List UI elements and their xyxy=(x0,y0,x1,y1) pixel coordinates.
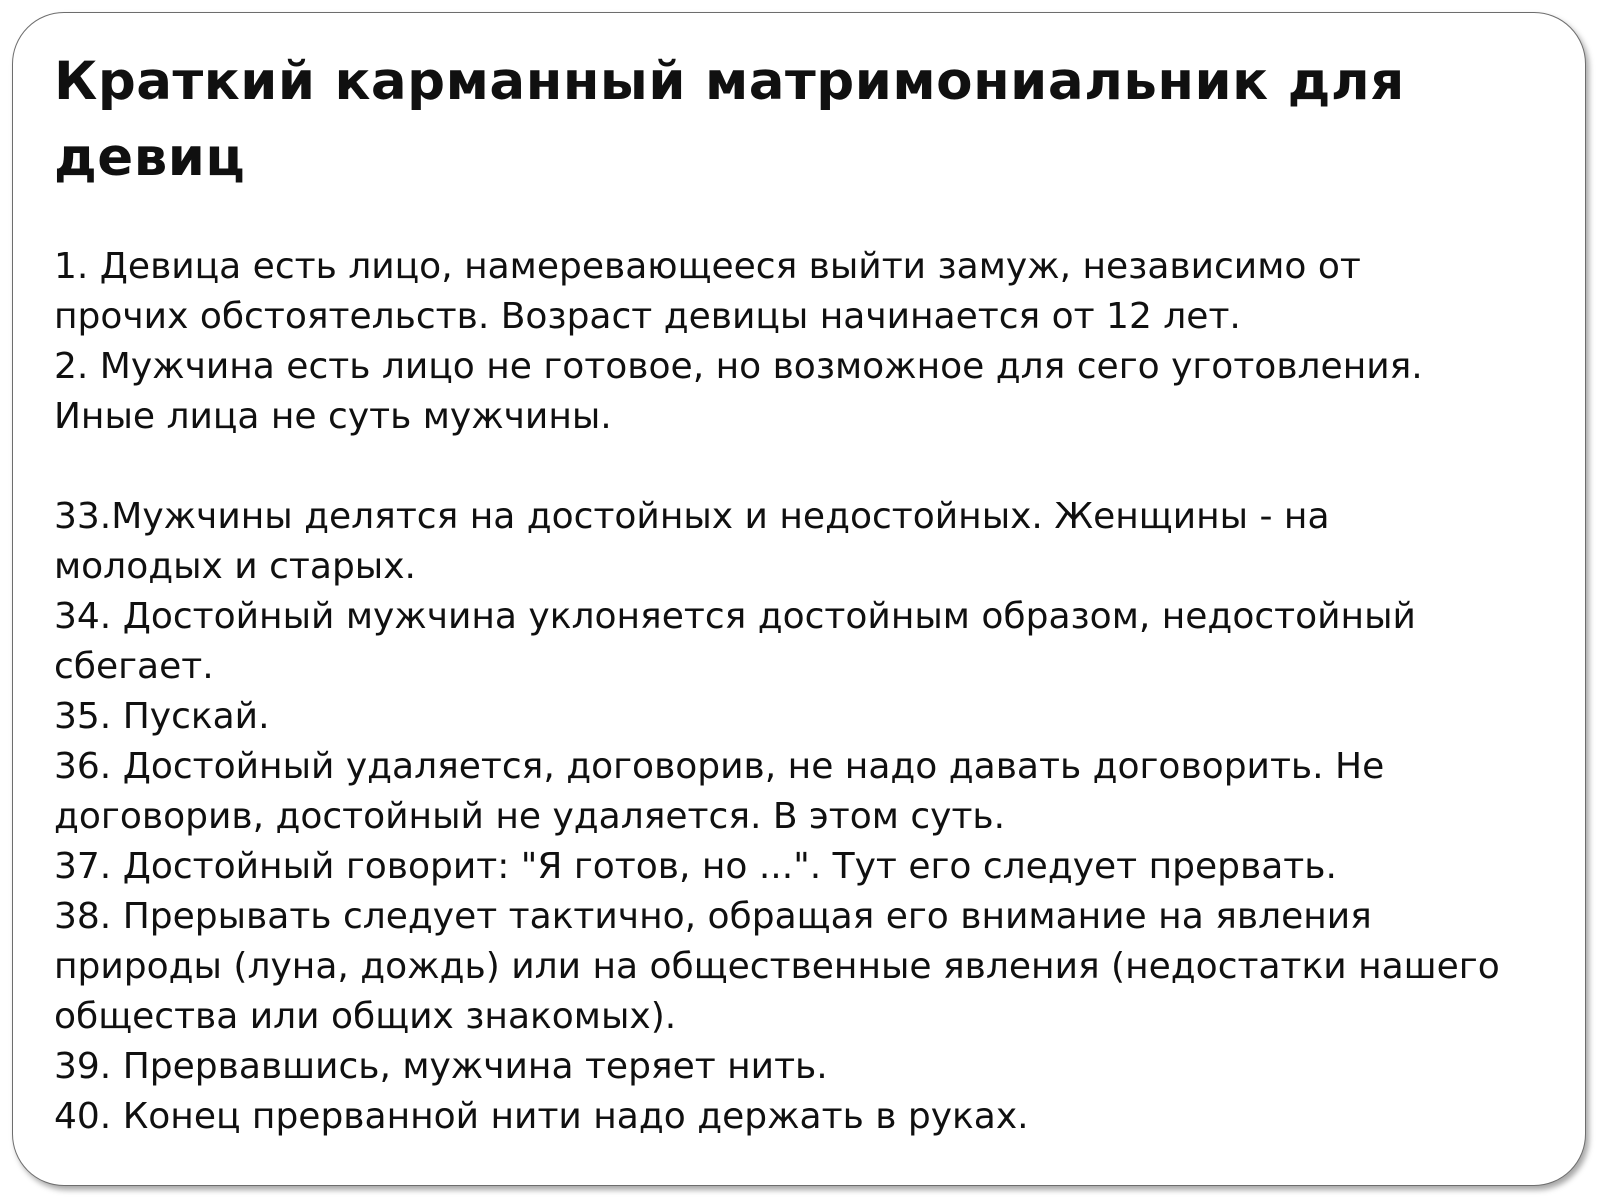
slide-body xyxy=(54,242,1504,1142)
paragraph-gap xyxy=(54,442,1504,492)
rule-38: 38. Прерывать следует тактично, обращая его внимание на явления природы (луна, дождь) или на общественные явления (недостатки нашего общества или общих знакомых). xyxy=(54,896,1500,1037)
rule-34: 34. Достойный мужчина уклоняется достойным образом, недостойный сбегает. xyxy=(54,596,1416,687)
rule-37: 37. Достойный говорит: "Я готов, но ...". Тут его следует прервать. xyxy=(54,846,1337,887)
slide-title: Краткий карманный матримониальник для девиц xyxy=(54,51,1405,188)
rule-35: 35. Пускай. xyxy=(54,696,270,737)
rule-40: 40. Конец прерванной нити надо держать в руках. xyxy=(54,1096,1029,1137)
rule-33: 33.Мужчины делятся на достойных и недостойных. Женщины - на молодых и старых. xyxy=(54,496,1330,587)
rule-1: 1. Девица есть лицо, намеревающееся выйти замуж, независимо от прочих обстоятельств. Возраст девицы начинается от 12 лет. xyxy=(54,246,1361,337)
rule-36: 36. Достойный удаляется, договорив, не надо давать договорить. Не договорив, достойный не удаляется. В этом суть. xyxy=(54,746,1385,837)
rule-2: 2. Мужчина есть лицо не готовое, но возможное для сего уготовления. Иные лица не суть мужчины. xyxy=(54,346,1423,437)
rule-39: 39. Прервавшись, мужчина теряет нить. xyxy=(54,1046,828,1087)
